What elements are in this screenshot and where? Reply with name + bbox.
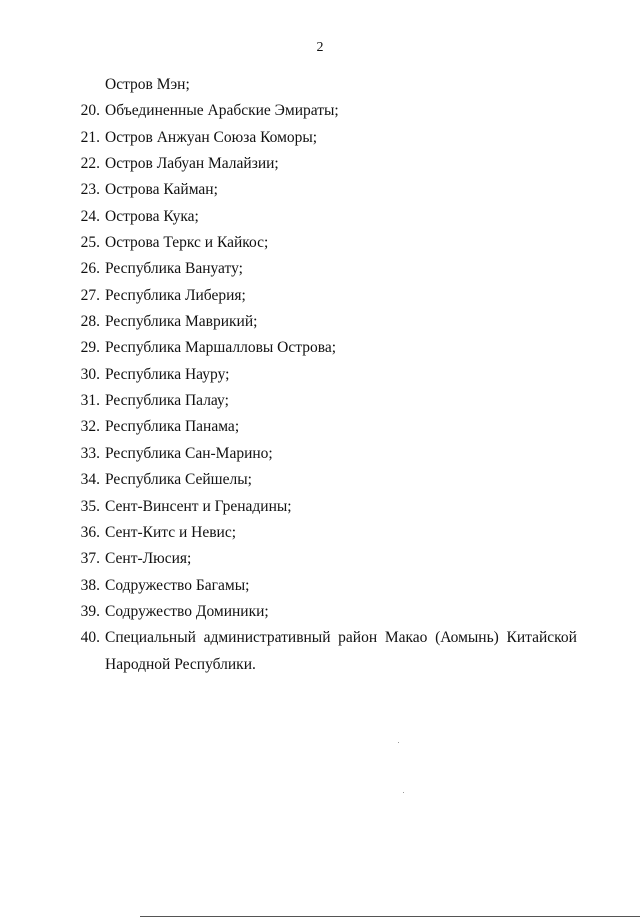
list-item-text: Содружество Доминики; <box>105 602 269 620</box>
list-item-text: Объединенные Арабские Эмираты; <box>105 102 339 120</box>
list-item-text: Сент-Китс и Невис; <box>105 523 237 541</box>
list-item <box>0 283 640 309</box>
list-item-number: 25. <box>80 234 100 252</box>
scan-speck <box>403 792 404 793</box>
list-item <box>0 467 640 493</box>
list-item-number: 31. <box>80 392 100 410</box>
list-item <box>0 204 640 230</box>
list-item-word: район <box>338 629 378 647</box>
list-item-word: Китайской <box>506 629 577 647</box>
list-item-text: Остров Мэн; <box>105 76 190 93</box>
list-item <box>0 546 640 572</box>
list-item-number: 34. <box>80 471 100 489</box>
list-item <box>0 441 640 467</box>
list-item-number: 35. <box>80 497 100 515</box>
list-item-number: 30. <box>80 365 100 383</box>
list-item-text: Республика Науру; <box>105 365 230 383</box>
list-item <box>0 625 640 678</box>
list-item-text: Остров Лабуан Малайзии; <box>105 155 279 173</box>
list-item-text: Республика Панама; <box>105 418 240 436</box>
list-item-number: 38. <box>80 576 100 594</box>
list-item <box>0 573 640 599</box>
list-item-word: Макао <box>384 629 428 647</box>
list-item-number: 39. <box>80 602 100 620</box>
list-item-text: Республика Маврикий; <box>105 313 258 331</box>
list-item-number: 26. <box>80 260 100 278</box>
list-item-continuation <box>0 72 640 98</box>
list-item-text: Республика Маршалловы Острова; <box>105 339 337 357</box>
list-item-number: 20. <box>80 102 100 120</box>
list-item <box>0 151 640 177</box>
list-item <box>0 362 640 388</box>
list-item <box>0 177 640 203</box>
list-item-text: Остров Анжуан Союза Коморы; <box>105 128 318 146</box>
page-number: 2 <box>316 40 324 55</box>
list-item-text: Сент-Винсент и Гренадины; <box>105 497 292 515</box>
list-item-number: 27. <box>80 286 100 304</box>
list-item <box>0 414 640 440</box>
list-item <box>0 335 640 361</box>
list-item <box>0 230 640 256</box>
list-item-word: (Аомынь) <box>435 629 499 647</box>
scan-speck <box>398 742 399 743</box>
list-item-number: 40. <box>80 629 100 647</box>
list-item-text-line <box>105 625 577 651</box>
list-item-number: 37. <box>80 550 100 568</box>
list-item-text: Республика Сейшелы; <box>105 471 252 489</box>
list-item-number: 21. <box>80 128 100 146</box>
page-bottom-edge <box>140 916 640 917</box>
list-item <box>0 256 640 282</box>
list-item-number: 36. <box>80 523 100 541</box>
list-item-text <box>105 625 577 678</box>
list-item-word: Специальный <box>105 629 196 647</box>
list-item <box>0 520 640 546</box>
list-item <box>0 309 640 335</box>
list-item <box>0 494 640 520</box>
jurisdiction-list <box>0 72 640 678</box>
list-item-text: Сент-Люсия; <box>105 550 192 568</box>
list-item-number: 24. <box>80 207 100 225</box>
list-item-text: Республика Сан-Марино; <box>105 444 273 462</box>
list-item-text: Республика Вануату; <box>105 260 243 278</box>
list-item <box>0 125 640 151</box>
list-item-number: 33. <box>80 444 100 462</box>
list-item-number: 29. <box>80 339 100 357</box>
list-item-text: Содружество Багамы; <box>105 576 250 594</box>
list-item <box>0 388 640 414</box>
list-item-text: Острова Кайман; <box>105 181 218 199</box>
list-item-text: Республика Либерия; <box>105 286 246 304</box>
list-item-text: Республика Палау; <box>105 392 229 410</box>
list-item-number: 22. <box>80 155 100 173</box>
list-item <box>0 98 640 124</box>
list-item <box>0 599 640 625</box>
list-item-number: 23. <box>80 181 100 199</box>
list-item-number: 28. <box>80 313 100 331</box>
list-item-text: Острова Теркс и Кайкос; <box>105 234 269 252</box>
list-item-number: 32. <box>80 418 100 436</box>
list-item-word: административный <box>203 629 331 647</box>
list-item-text: Острова Кука; <box>105 207 199 225</box>
list-item-text-line: Народной Республики. <box>105 655 256 673</box>
